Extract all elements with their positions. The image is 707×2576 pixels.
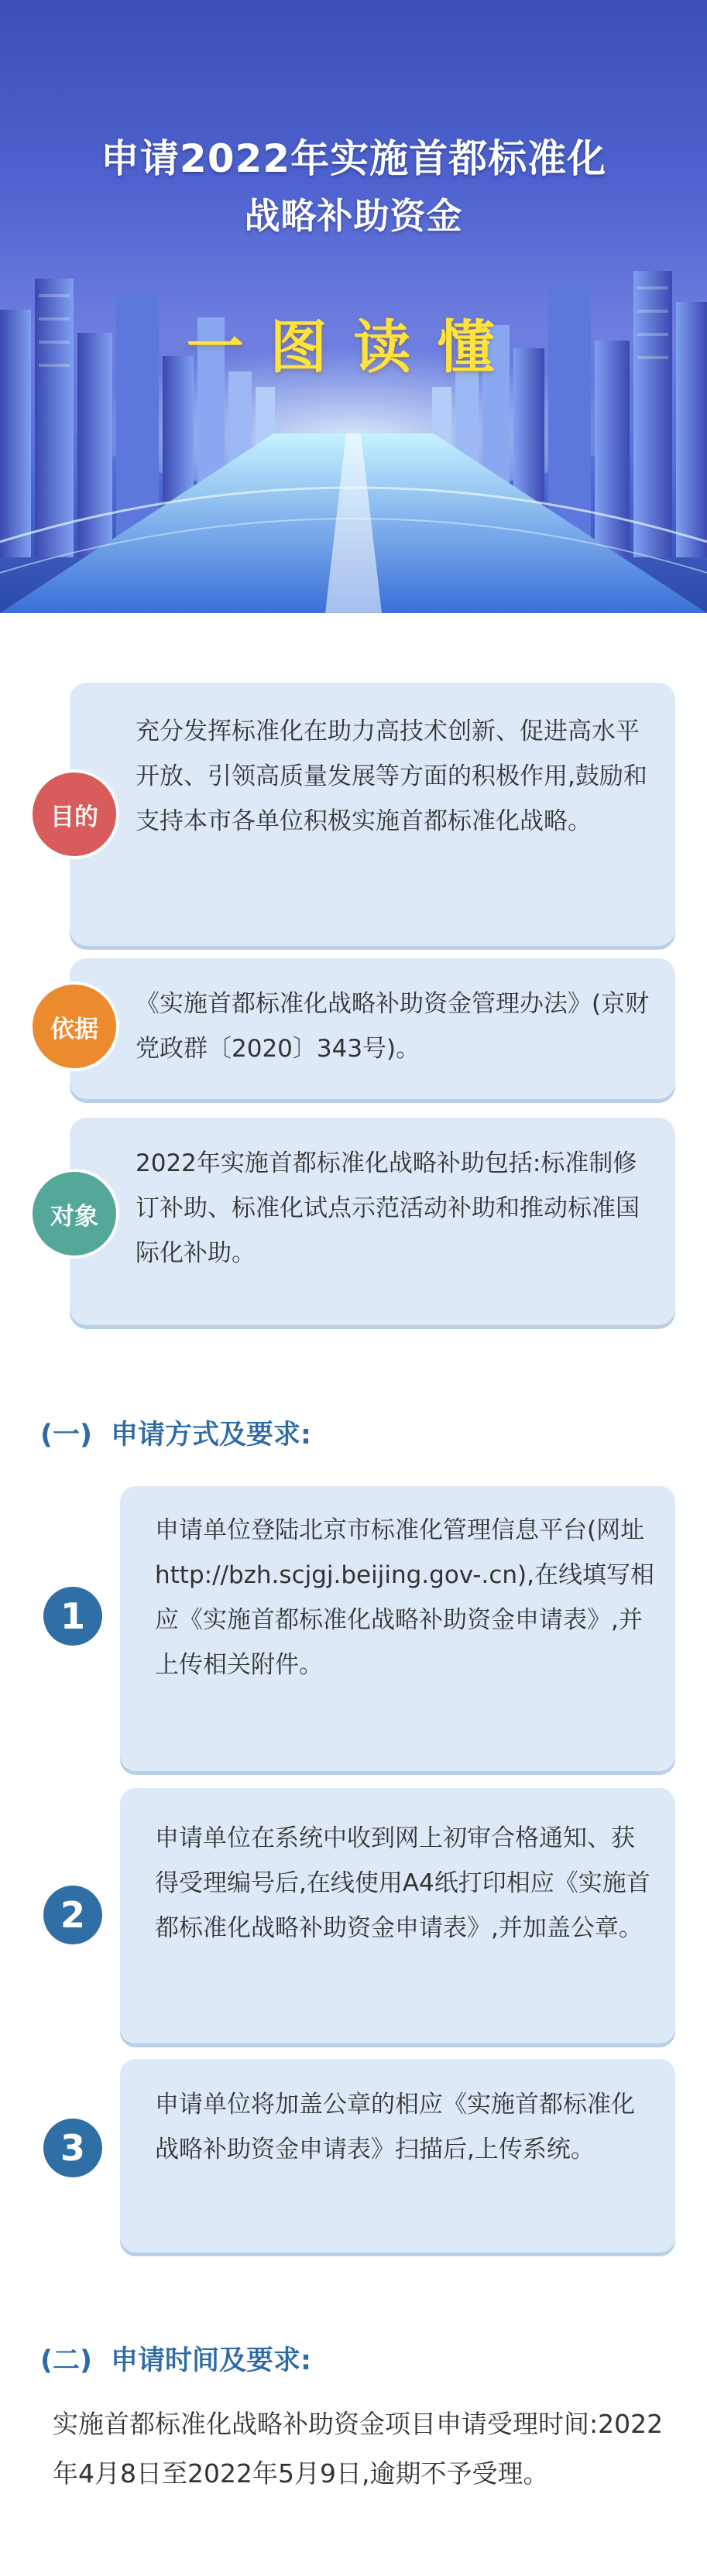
basis-badge: 依据 [29, 981, 119, 1071]
section2-number: (二) [40, 2345, 92, 2376]
banner-tagline: 一图读懂 [186, 314, 521, 381]
section1-heading [40, 1413, 311, 1452]
section1-title: 申请方式及要求: [111, 1420, 311, 1451]
step-3-text: 申请单位将加盖公章的相应《实施首都标准化战略补助资金申请表》扫描后,上传系统。 [155, 2091, 635, 2163]
step-2-text: 申请单位在系统中收到网上初审合格通知、获得受理编号后,在线使用A4纸打印相应《实施首都标准化战略补助资金申请表》,并加盖公章。 [155, 1824, 650, 1942]
banner-title-line2: 战略补助资金 [244, 195, 463, 237]
step-3-number: 3 [43, 2119, 102, 2177]
step-1-text: 申请单位登陆北京市标准化管理信息平台(网址http://bzh.scjgj.beijing.gov-.cn),在线填写相应《实施首都标准化战略补助资金申请表》,并上传相关附件。 [155, 1516, 654, 1679]
step-1-number: 1 [43, 1587, 102, 1646]
basis-card [70, 958, 675, 1099]
purpose-badge: 目的 [29, 769, 119, 859]
section2-title: 申请时间及要求: [111, 2345, 311, 2376]
section2-heading [40, 2339, 311, 2378]
purpose-text: 充分发挥标准化在助力高技术创新、促进高水平开放、引领高质量发展等方面的积极作用,鼓励和支持本市各单位积极实施首都标准化战略。 [136, 718, 647, 835]
target-text: 2022年实施首都标准化战略补助包括:标准制修订补助、标准化试点示范活动补助和推动标准国际化补助。 [136, 1149, 640, 1267]
target-card [70, 1118, 675, 1325]
section1-number: (一) [40, 1420, 92, 1451]
banner-title-line1: 申请2022年实施首都标准化 [100, 136, 607, 181]
step-card-2 [120, 1788, 675, 2043]
purpose-card [70, 683, 675, 946]
header-banner [0, 0, 707, 613]
basis-text: 《实施首都标准化战略补助资金管理办法》(京财党政群〔2020〕343号)。 [136, 990, 650, 1063]
step-card-1 [120, 1486, 675, 1771]
step-2-number: 2 [43, 1886, 102, 1944]
step-card-3 [120, 2059, 675, 2252]
section2-text: 实施首都标准化战略补助资金项目申请受理时间:2022年4月8日至2022年5月9日,逾期不予受理。 [53, 2409, 664, 2489]
target-badge: 对象 [29, 1169, 119, 1259]
